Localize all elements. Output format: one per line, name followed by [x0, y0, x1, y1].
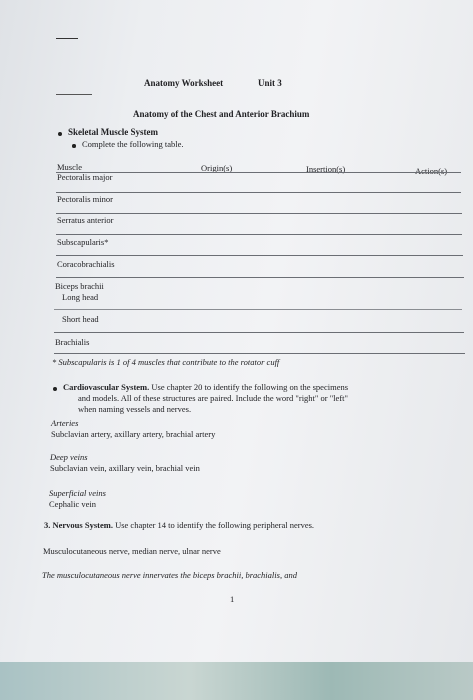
column-header-action: Action(s)	[415, 166, 448, 176]
table-row: Long head	[62, 292, 99, 302]
table-row: Short head	[62, 314, 99, 324]
deep-veins-list: Subclavian vein, axillary vein, brachial vein	[50, 463, 200, 473]
column-header-insertion: Insertion(s)	[306, 164, 346, 174]
arteries-list: Subclavian artery, axillary artery, brachial artery	[51, 429, 216, 439]
table-row: Pectoralis minor	[57, 194, 113, 204]
background-surface	[0, 662, 473, 700]
skeletal-heading: Skeletal Muscle System	[68, 127, 158, 137]
cardio-instruction: when naming vessels and nerves.	[78, 404, 192, 414]
cardio-heading: Cardiovascular System.	[63, 382, 150, 392]
worksheet-title: Anatomy Worksheet	[144, 78, 224, 88]
table-row: Subscapularis*	[57, 237, 109, 247]
table-footnote: * Subscapularis is 1 of 4 muscles that contribute to the rotator cuff	[52, 357, 280, 367]
table-rule	[56, 277, 464, 278]
superficial-veins-list: Cephalic vein	[49, 499, 96, 509]
table-rule	[54, 353, 465, 354]
table-rule	[54, 332, 464, 333]
table-row: Coracobrachialis	[57, 259, 115, 269]
bullet-icon	[58, 132, 62, 136]
table-rule	[56, 234, 462, 235]
nerves-list: Musculocutaneous nerve, median nerve, ulnar nerve	[43, 546, 221, 556]
header-mark	[56, 38, 78, 39]
page-number: 1	[230, 594, 235, 604]
table-rule	[56, 172, 461, 173]
skeletal-instruction: Complete the following table.	[82, 139, 184, 149]
unit-label: Unit 3	[258, 78, 282, 88]
table-rule	[54, 309, 462, 310]
page-subtitle: Anatomy of the Chest and Anterior Brachium	[133, 109, 310, 119]
table-row: Pectoralis major	[57, 172, 113, 182]
table-rule	[56, 213, 462, 214]
column-header-origin: Origin(s)	[201, 163, 233, 173]
arteries-label: Arteries	[51, 418, 79, 428]
table-rule	[56, 255, 463, 256]
header-mark	[56, 94, 92, 95]
table-row: Biceps brachii	[55, 281, 104, 291]
deep-veins-label: Deep veins	[50, 452, 88, 462]
table-rule	[56, 192, 461, 193]
bullet-icon	[72, 144, 76, 148]
superficial-veins-label: Superficial veins	[49, 488, 106, 498]
cardio-instruction: Use chapter 20 to identify the following on the specimens	[151, 382, 349, 392]
table-row: Brachialis	[55, 337, 90, 347]
bullet-icon	[53, 387, 57, 391]
table-row: Serratus anterior	[57, 215, 114, 225]
column-header-muscle: Muscle	[57, 162, 83, 172]
nerve-note: The musculocutaneous nerve innervates the biceps brachii, brachialis, and	[42, 570, 297, 580]
nervous-heading: 3. Nervous System.	[44, 520, 113, 530]
cardio-instruction: and models. All of these structures are paired. Include the word "right" or "left"	[78, 393, 348, 403]
nervous-instruction: Use chapter 14 to identify the following peripheral nerves.	[115, 520, 315, 530]
